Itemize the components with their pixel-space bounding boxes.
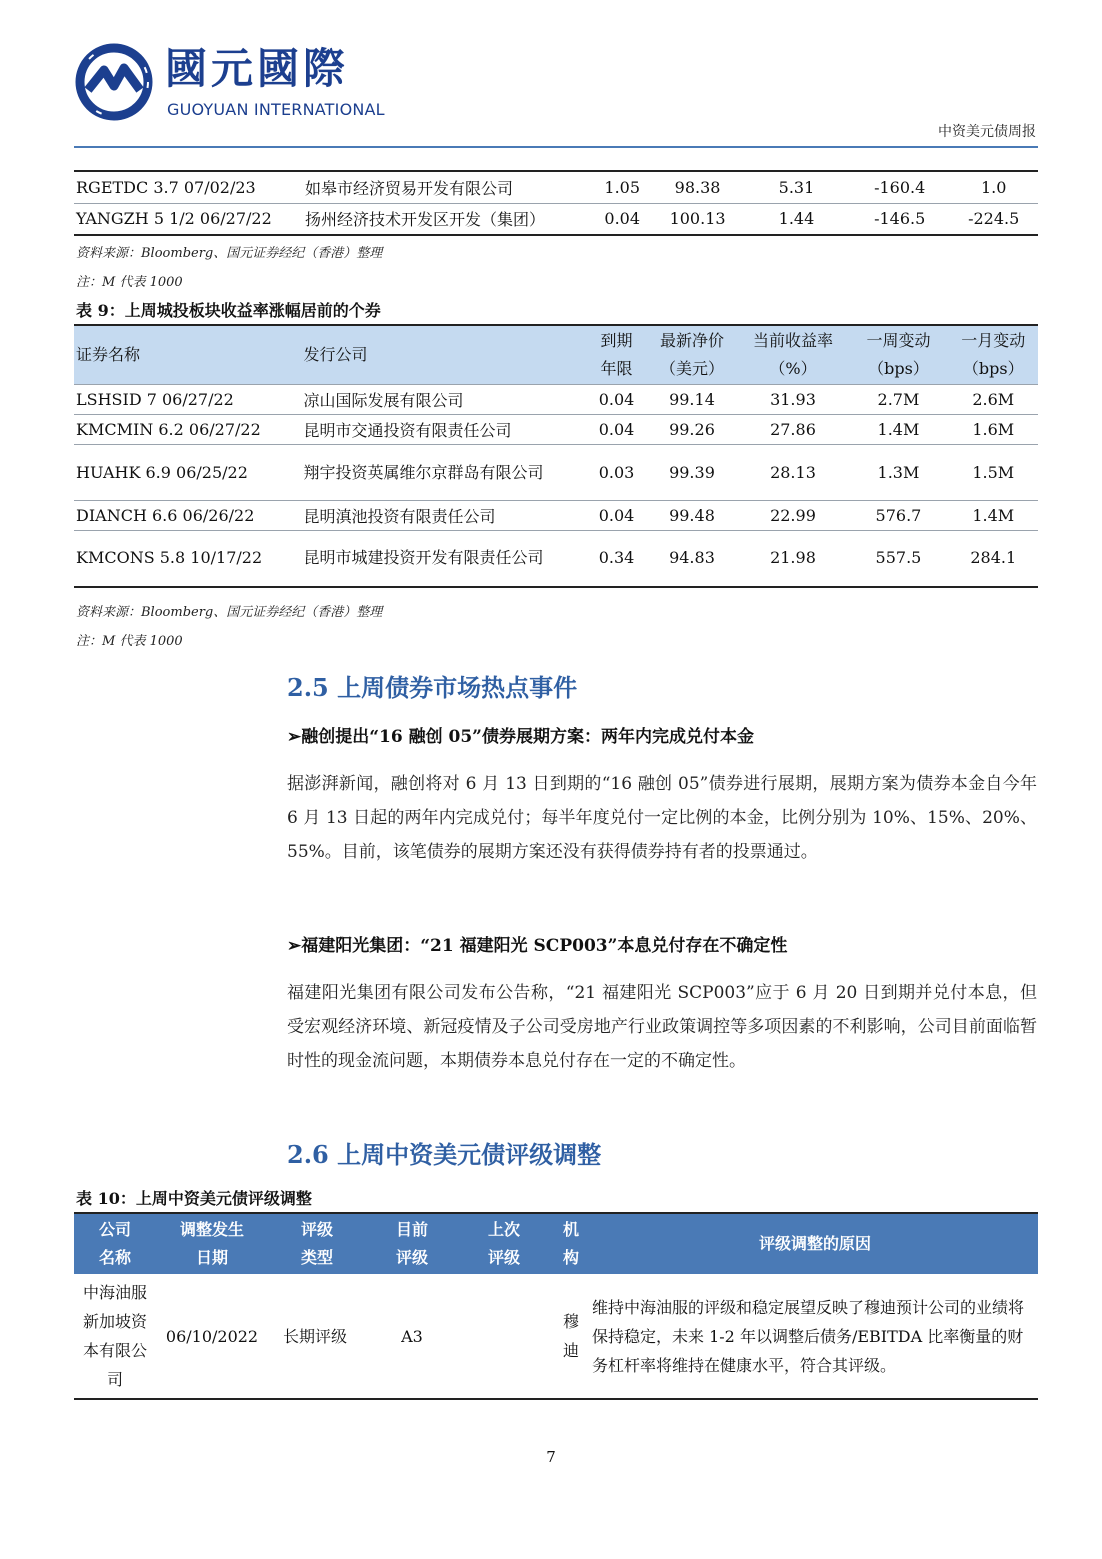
issuer: 如皋市经济贸易开发有限公司 <box>304 178 513 198</box>
table-header-row <box>74 325 1038 385</box>
week-change: 1.3M <box>848 445 948 501</box>
header-type-line2: 类型 <box>300 1248 333 1267</box>
price: 99.48 <box>646 501 737 531</box>
yield: 22.99 <box>738 501 849 531</box>
header-maturity-line2: 年限 <box>600 359 633 378</box>
header-month-line2: （bps） <box>962 359 1024 378</box>
table10 <box>74 1212 1038 1400</box>
event1-title <box>287 722 754 747</box>
event2-title-text: 福建阳光集团：“21 福建阳光 SCP003”本息兑付存在不确定性 <box>301 936 788 956</box>
yield: 21.98 <box>738 531 849 587</box>
maturity: 0.04 <box>587 385 647 415</box>
event1-title-text: 融创提出“16 融创 05”债券展期方案：两年内完成兑付本金 <box>301 727 754 747</box>
header-type <box>268 1213 366 1274</box>
header-company-line2: 名称 <box>98 1248 131 1267</box>
maturity: 0.04 <box>587 501 647 531</box>
bond-name: HUAHK 6.9 06/25/22 <box>74 445 302 501</box>
price: 99.26 <box>646 415 737 445</box>
unit-note: 注：M 代表 1000 <box>76 275 183 290</box>
header-current-line1: 目前 <box>395 1220 428 1239</box>
header-company <box>74 1213 156 1274</box>
bond-name: KMCMIN 6.2 06/27/22 <box>74 415 302 445</box>
table-row <box>74 385 1038 415</box>
maturity: 0.34 <box>587 531 647 587</box>
maturity: 0.04 <box>592 203 652 235</box>
bullet-arrow-icon: ➢ <box>287 936 302 956</box>
header-date-line2: 日期 <box>195 1248 228 1267</box>
month-change: 1.0 <box>980 177 1007 197</box>
adjust-date: 06/10/2022 <box>165 1326 259 1346</box>
week-change: -146.5 <box>850 203 949 235</box>
header-issuer: 发行公司 <box>302 325 587 385</box>
week-change: 2.7M <box>848 385 948 415</box>
header-date <box>156 1213 268 1274</box>
header-reason: 评级调整的原因 <box>592 1213 1038 1274</box>
header-current <box>366 1213 458 1274</box>
bond-name: YANGZH 5 1/2 06/27/22 <box>74 203 303 235</box>
table-row <box>74 203 1038 235</box>
header-week <box>848 325 948 385</box>
header-maturity-line1: 到期 <box>600 331 633 350</box>
bond-table-continued <box>74 170 1038 236</box>
table9 <box>74 324 1038 588</box>
agency <box>550 1274 592 1399</box>
header-yield-line1: 当前收益率 <box>752 331 833 350</box>
maturity: 1.05 <box>604 177 641 197</box>
price: 99.39 <box>646 445 737 501</box>
rating-type <box>268 1274 366 1399</box>
bond-name: KMCONS 5.8 10/17/22 <box>74 531 302 587</box>
table-row <box>74 501 1038 531</box>
price: 98.38 <box>674 177 721 197</box>
bullet-arrow-icon: ➢ <box>287 727 302 747</box>
week-change: 576.7 <box>848 501 948 531</box>
header-price-line2: （美元） <box>659 359 724 378</box>
page-number: 7 <box>546 1448 556 1466</box>
week-change: 557.5 <box>848 531 948 587</box>
table-header-row <box>74 1213 1038 1274</box>
table9-caption: 表 9：上周城投板块收益率涨幅居前的个券 <box>76 301 381 320</box>
header-prev <box>458 1213 550 1274</box>
month-change: 2.6M <box>949 385 1038 415</box>
month-change: 1.5M <box>949 445 1038 501</box>
table-row <box>74 1274 1038 1399</box>
bond-name: DIANCH 6.6 06/26/22 <box>74 501 302 531</box>
table-row <box>74 531 1038 587</box>
current-rating: A3 <box>401 1326 423 1346</box>
logo-english-name: GUOYUAN INTERNATIONAL <box>167 100 385 119</box>
bond-name: RGETDC 3.7 07/02/23 <box>76 177 256 197</box>
header-type-line1: 评级 <box>300 1220 333 1239</box>
header-yield-line2: （%） <box>769 359 817 378</box>
event2-title <box>287 931 787 956</box>
issuer: 扬州经济技术开发区开发（集团） <box>303 203 592 235</box>
event2-paragraph: 福建阳光集团有限公司发布公告称，“21 福建阳光 SCP003”应于 6 月 20 日到期并兑付本息，但受宏观经济环境、新冠疫情及子公司受房地产行业政策调控等多项因素的不利影响，公司目前面临暂时性的现金流问题，本期债券本息兑付存在一定的不确定性。 <box>287 983 1037 1071</box>
header-date-line1: 调整发生 <box>179 1220 244 1239</box>
header-company-line1: 公司 <box>98 1220 131 1239</box>
week-change: -160.4 <box>874 177 926 197</box>
logo-chinese-name: 國元國際 <box>165 44 350 93</box>
company-name: 中海油服新加坡资本有限公司 <box>83 1283 148 1389</box>
price: 100.13 <box>652 203 743 235</box>
month-change: -224.5 <box>949 203 1038 235</box>
section-2-6-title: 2.6 上周中资美元债评级调整 <box>287 1140 602 1169</box>
source-note: 资料来源：Bloomberg、国元证券经纪（香港）整理 <box>76 605 383 620</box>
header-agency-line1: 机 <box>562 1220 579 1239</box>
header-prev-line1: 上次 <box>487 1220 520 1239</box>
header-week-line2: （bps） <box>868 359 929 378</box>
header-agency-line2: 构 <box>562 1248 579 1267</box>
header-prev-line2: 评级 <box>487 1248 520 1267</box>
yield: 28.13 <box>738 445 849 501</box>
month-change: 1.6M <box>949 415 1038 445</box>
issuer: 翔宇投资英属维尔京群岛有限公司 <box>302 445 587 501</box>
table-row <box>74 445 1038 501</box>
report-title: 中资美元债周报 <box>938 124 1036 140</box>
yield: 31.93 <box>738 385 849 415</box>
header-yield <box>738 325 849 385</box>
table-row <box>74 415 1038 445</box>
source-note: 资料来源：Bloomberg、国元证券经纪（香港）整理 <box>76 246 383 261</box>
company <box>74 1274 156 1399</box>
maturity: 0.03 <box>587 445 647 501</box>
previous-rating <box>458 1274 550 1399</box>
header-price <box>646 325 737 385</box>
rating-type-text: 长期评级 <box>283 1326 348 1346</box>
header-price-line1: 最新净价 <box>659 331 724 350</box>
header-name: 证券名称 <box>74 325 302 385</box>
header-divider <box>74 146 1038 148</box>
header-month-line1: 一月变动 <box>961 331 1026 350</box>
bond-name: LSHSID 7 06/27/22 <box>74 385 302 415</box>
yield: 1.44 <box>743 203 850 235</box>
issuer: 凉山国际发展有限公司 <box>302 385 587 415</box>
company-logo-icon <box>74 42 164 122</box>
table10-caption: 表 10：上周中资美元债评级调整 <box>76 1189 312 1208</box>
yield: 5.31 <box>778 177 815 197</box>
price: 99.14 <box>646 385 737 415</box>
header-month <box>949 325 1038 385</box>
header-agency <box>550 1213 592 1274</box>
rating-reason: 维持中海油服的评级和稳定展望反映了穆迪预计公司的业绩将保持稳定，未来 1-2 年以调整后债务/EBITDA 比率衡量的财务杠杆率将维持在健康水平，符合其评级。 <box>592 1297 1025 1375</box>
header-week-line1: 一周变动 <box>866 331 931 350</box>
issuer: 昆明滇池投资有限责任公司 <box>302 501 587 531</box>
month-change: 284.1 <box>949 531 1038 587</box>
header-current-line2: 评级 <box>395 1248 428 1267</box>
price: 94.83 <box>646 531 737 587</box>
maturity: 0.04 <box>587 415 647 445</box>
section-2-5-title: 2.5 上周债券市场热点事件 <box>287 673 578 702</box>
issuer: 昆明市城建投资开发有限责任公司 <box>302 531 587 587</box>
week-change: 1.4M <box>848 415 948 445</box>
issuer: 昆明市交通投资有限责任公司 <box>302 415 587 445</box>
unit-note: 注：M 代表 1000 <box>76 634 183 649</box>
yield: 27.86 <box>738 415 849 445</box>
month-change: 1.4M <box>949 501 1038 531</box>
event1-paragraph: 据澎湃新闻，融创将对 6 月 13 日到期的“16 融创 05”债券进行展期，展期方案为债券本金自今年 6 月 13 日起的两年内完成兑付；每半年度兑付一定比例的本金，比例分别为 10%、15%、20%、55%。目前，该笔债券的展期方案还没有获得债券持有者的投票通过。 <box>287 774 1037 862</box>
agency-name: 穆迪 <box>562 1312 579 1360</box>
header-maturity <box>587 325 647 385</box>
table-row <box>74 171 1038 203</box>
